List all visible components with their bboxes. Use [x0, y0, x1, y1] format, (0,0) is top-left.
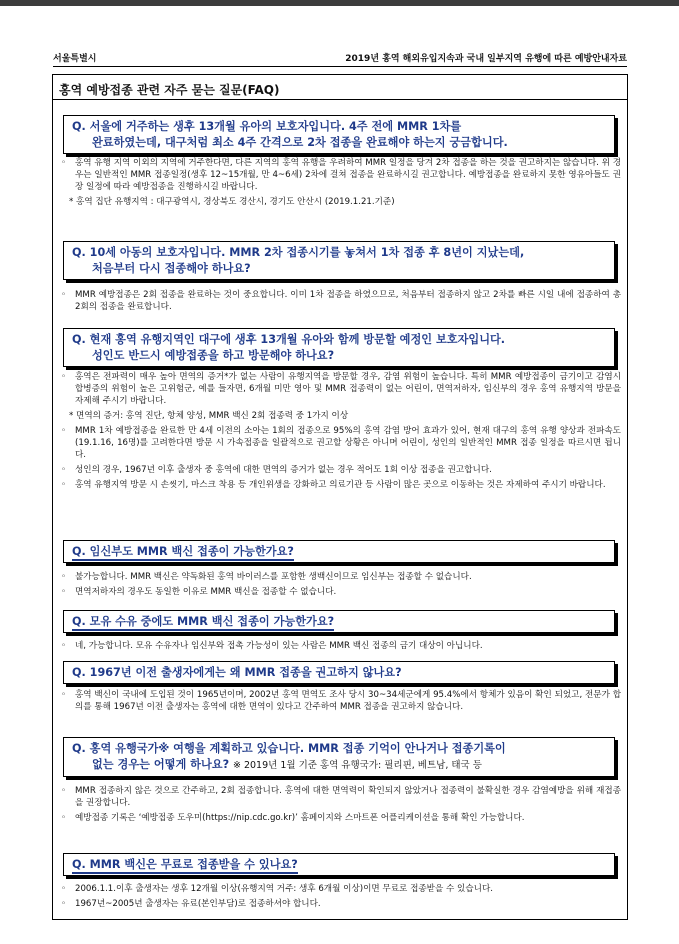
faq-question-1	[63, 115, 615, 154]
question-line-1: Q. 서울에 거주하는 생후 13개월 유아의 보호자입니다. 4주 전에 MMR 1차를	[72, 120, 462, 133]
answer-paragraph: ◦ 성인의 경우, 1967년 이후 출생자 중 홍역에 대한 면역의 증거가 없는 경우 적어도 1회 이상 접종을 권고합니다.	[61, 465, 492, 475]
bullet-icon: ◦	[61, 480, 67, 490]
faq-question-3	[63, 328, 615, 367]
bullet-icon: ◦	[61, 641, 67, 651]
answer-paragraph: ◦ 면역저하자의 경우도 동일한 이유로 MMR 백신을 접종할 수 없습니다.	[61, 587, 337, 597]
bullet-icon: ◦	[61, 899, 67, 909]
faq-box	[52, 74, 628, 920]
faq-title-divider	[53, 99, 627, 100]
faq-question-6	[63, 661, 615, 684]
answer-paragraph: ◦ 홍역 유행지역 방문 시 손씻기, 마스크 착용 등 개인위생을 강화하고 의료기관 등 사람이 많은 곳으로 이동하는 것은 자제하여 주시기 바랍니다.	[61, 480, 606, 490]
faq-question-2	[63, 241, 615, 280]
bullet-icon: ◦	[61, 884, 67, 894]
answer-paragraph: ◦ 네, 가능합니다. 모유 수유자나 임신부와 접촉 가능성이 있는 사람은 MMR 백신 접종의 금기 대상이 아닙니다.	[61, 641, 483, 651]
bullet-icon: ◦	[61, 572, 67, 582]
question-line-1: Q. 현재 홍역 유행지역인 대구에 생후 13개월 유아와 함께 방문할 예정인 보호자입니다.	[72, 333, 506, 346]
answer-note: * 홍역 집단 유행지역 : 대구광역시, 경상북도 경산시, 경기도 안산시 (2019.1.21.기준)	[69, 197, 395, 207]
answer-paragraph: ◦ 홍역 백신이 국내에 도입된 것이 1965년이며, 2002년 홍역 면역도 조사 당시 30~34세군에게 95.4%에서 항체가 있음이 확인 되었고, 전문가 합의를 통해 1967년 이전 출생자는 홍역에 대한 면역이 있다고 간주하여 MMR 접종을 권고하지 않습니다.	[61, 690, 621, 712]
answer-paragraph: ◦ 불가능합니다. MMR 백신은 약독화된 홍역 바이러스를 포함한 생백신이므로 임신부는 접종할 수 없습니다.	[61, 572, 472, 582]
bullet-icon: ◦	[61, 465, 67, 475]
bullet-icon: ◦	[61, 372, 67, 382]
page-header	[53, 51, 627, 65]
bullet-icon: ◦	[61, 813, 67, 823]
question-line-2: 완료하였는데, 대구처럼 최소 4주 간격으로 2차 접종을 완료해야 하는지 궁금합니다.	[92, 136, 508, 149]
faq-answer-2	[61, 289, 621, 316]
question-line-1: Q. 홍역 유행국가※ 여행을 계획하고 있습니다. MMR 접종 기억이 안나거나 접종기록이	[72, 742, 506, 755]
question-line-2: 없는 경우는 어떻게 하나요? ※ 2019년 1월 기준 홍역 유행국가: 필리핀, 베트남, 태국 등	[92, 758, 482, 771]
top-bar	[0, 0, 679, 6]
faq-answer-6	[61, 689, 621, 716]
bullet-icon: ◦	[61, 158, 67, 168]
faq-question-8	[63, 853, 615, 876]
answer-paragraph: ◦ MMR 예방접종은 2회 접종을 완료하는 것이 중요합니다. 이미 1차 접종을 하였으므로, 처음부터 접종하지 않고 2차를 빠른 시일 내에 접종하여 총 2회의 접종을 완료합니다.	[61, 290, 621, 312]
header-organization: 서울특별시	[53, 54, 97, 64]
answer-paragraph: ◦ 예방접종 기록은 ‘예방접종 도우미(https://nip.cdc.go.kr)’ 홈페이지와 스마트폰 어플리케이션을 통해 확인 가능합니다.	[61, 813, 525, 823]
question-line-1: Q. 1967년 이전 출생자에게는 왜 MMR 접종을 권고하지 않나요?	[72, 666, 402, 679]
faq-answer-7	[61, 785, 621, 827]
answer-paragraph: ◦ MMR 접종하지 않은 것으로 간주하고, 2회 접종합니다. 홍역에 대한 면역력이 확인되지 않았거나 접종력이 불확실한 경우 감염예방을 위해 재접종을 권장합니다.	[61, 786, 621, 808]
bullet-icon: ◦	[61, 786, 67, 796]
question-line-2: 처음부터 다시 접종해야 하나요?	[92, 262, 251, 275]
question-line-1: Q. 모유 수유 중에도 MMR 백신 접종이 가능한가요?	[72, 615, 334, 631]
answer-paragraph: ◦ 홍역은 전파력이 매우 높아 면역의 증거*가 없는 사람이 유행지역을 방문할 경우, 감염 위험이 높습니다. 특히 MMR 예방접종이 금기이고 감염시 합병증의 위험이 높은 고위험군, 예를 들자면, 6개월 미만 영아 및 MMR 접종력이 없는 어린이, 면역저하자, 임신부의 경우 홍역 유행지역 방문을 자제해 주시기 바랍니다.	[61, 372, 621, 406]
answer-paragraph: ◦ MMR 1차 예방접종을 완료한 만 4세 이전의 소아는 1회의 접종으로 95%의 홍역 감염 방어 효과가 있어, 현재 대구의 홍역 유행 양상과 전파속도(19.1.16, 16명)를 고려한다면 방문 시 가속접종을 일괄적으로 권고할 상황은 아니며 어린이, 성인의 일반적인 MMR 접종 일정을 따르시면 됩니다.	[61, 426, 621, 460]
faq-answer-3	[61, 371, 621, 494]
faq-question-4	[63, 540, 615, 563]
answer-paragraph: ◦ 2006.1.1.이후 출생자는 생후 12개월 이상(유행지역 거주: 생후 6개월 이상)이면 무료로 접종받을 수 있습니다.	[61, 884, 493, 894]
header-document-title: 2019년 홍역 해외유입지속과 국내 일부지역 유행에 따른 예방안내자료	[345, 54, 627, 64]
question-line-1: Q. MMR 백신은 무료로 접종받을 수 있나요?	[72, 858, 298, 874]
faq-title: 홍역 예방접종 관련 자주 묻는 질문(FAQ)	[59, 83, 280, 97]
faq-answer-4	[61, 571, 621, 601]
faq-question-5	[63, 610, 615, 633]
question-line-1: Q. 10세 아동의 보호자입니다. MMR 2차 접종시기를 놓쳐서 1차 접종 후 8년이 지났는데,	[72, 246, 525, 259]
faq-answer-8	[61, 883, 621, 913]
bullet-icon: ◦	[61, 290, 67, 300]
bullet-icon: ◦	[61, 426, 67, 436]
question-line-2: 성인도 반드시 예방접종을 하고 방문해야 하나요?	[92, 349, 335, 362]
header-divider	[53, 66, 627, 67]
answer-paragraph: ◦ 홍역 유행 지역 이외의 지역에 거주한다면, 다른 지역의 홍역 유행을 우려하여 MMR 일정을 당겨 2차 접종을 하는 것을 권고하지는 않습니다. 위 경우는 일반적인 MMR 접종일정(생후 12~15개월, 만 4~6세) 2차에 걸쳐 접종을 완료하시길 권고합니다. 예방접종을 완료하지 못한 영유아들도 권장 일정에 따라 예방접종을 진행하시길 바랍니다.	[61, 158, 621, 192]
faq-answer-5	[61, 640, 621, 655]
faq-question-7	[63, 737, 615, 777]
faq-answer-1	[61, 157, 621, 211]
bullet-icon: ◦	[61, 587, 67, 597]
answer-paragraph: ◦ 1967년~2005년 출생자는 유료(본인부담)로 접종하셔야 합니다.	[61, 899, 321, 909]
question-note: ※ 2019년 1월 기준 홍역 유행국가: 필리핀, 베트남, 태국 등	[232, 760, 482, 771]
answer-note: * 면역의 증거: 홍역 진단, 항체 양성, MMR 백신 2회 접종력 중 1가지 이상	[69, 411, 349, 421]
question-line-1: Q. 임신부도 MMR 백신 접종이 가능한가요?	[72, 545, 294, 561]
bullet-icon: ◦	[61, 690, 67, 700]
